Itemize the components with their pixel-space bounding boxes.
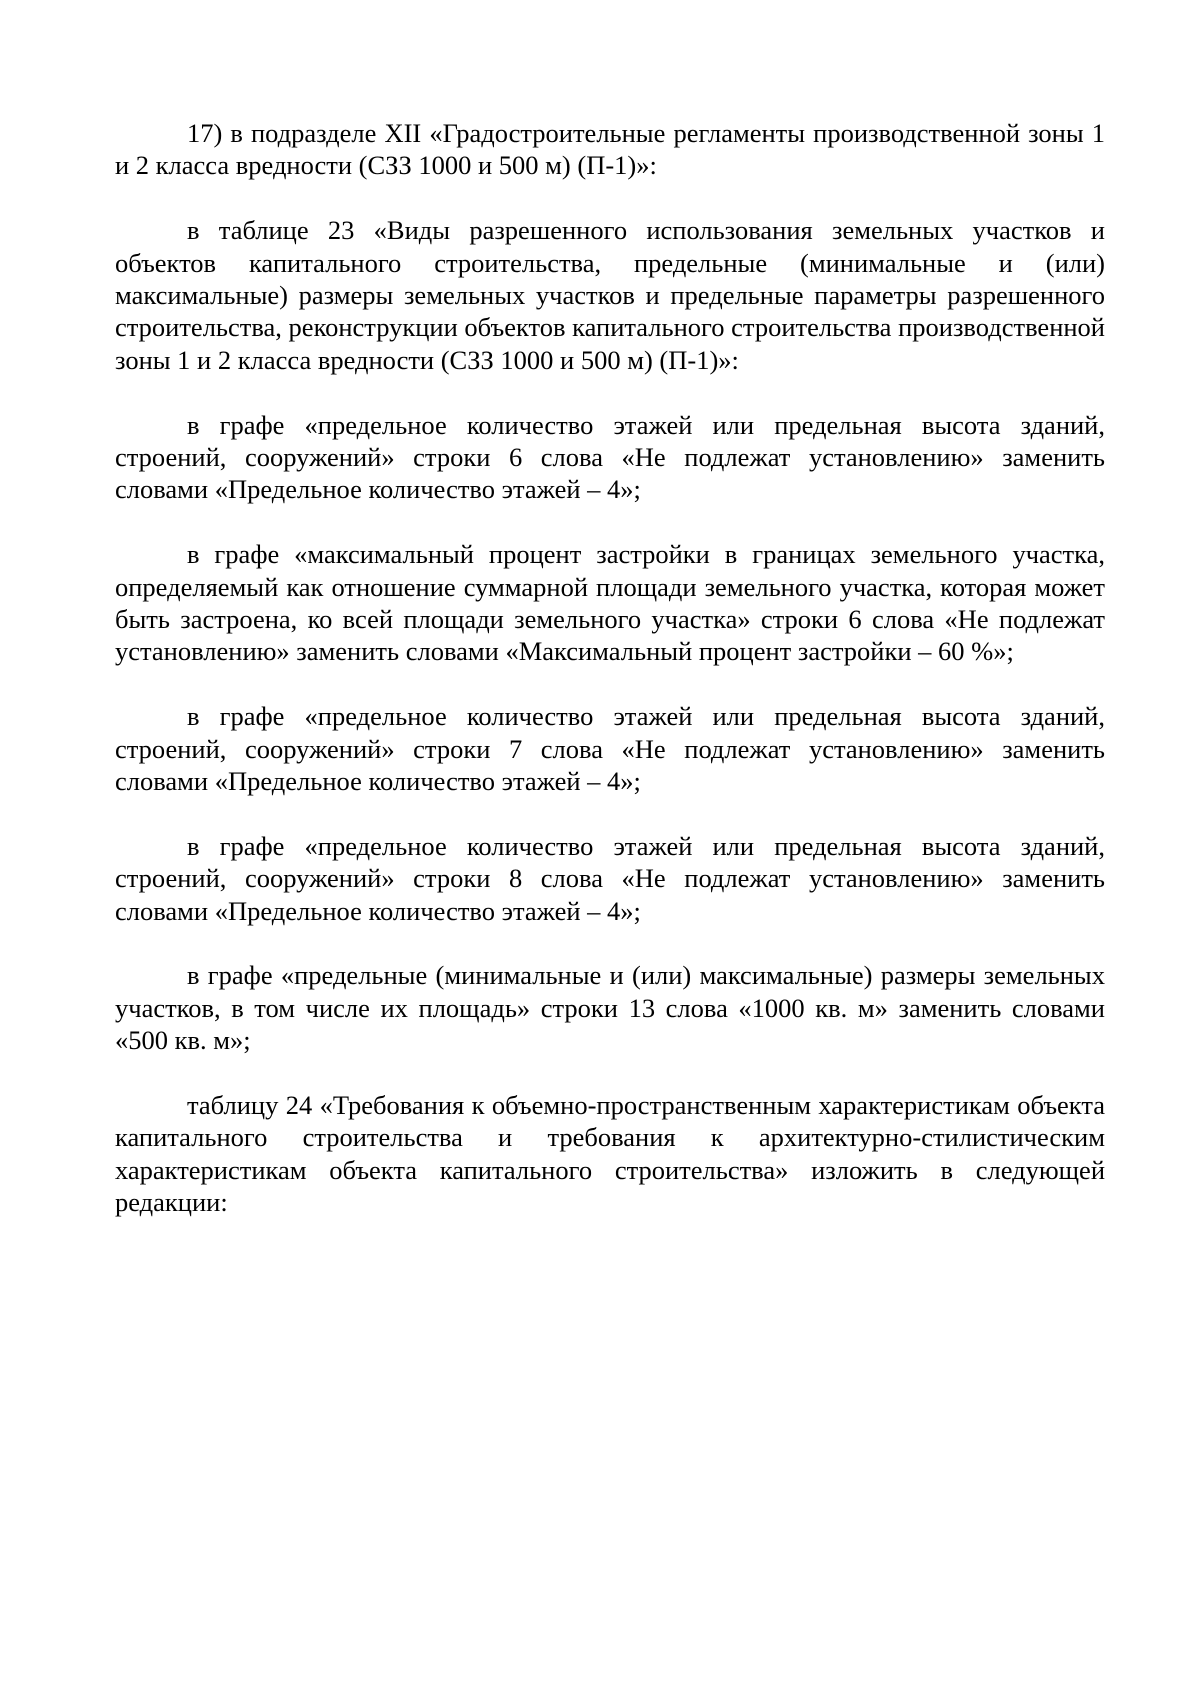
paragraph-row-8-floors: в графе «предельное количество этажей или предельная высота зданий, строений, сооружений» строки 8 слова «Не подлежат установлению» заменить словами «Предельное количество этажей – 4»;: [115, 830, 1105, 926]
paragraph-table-23: в таблице 23 «Виды разрешенного использования земельных участков и объектов капитального строительства, предельные (минимальные и (или) максимальные) размеры земельных участков и предельные параметры разрешенного строительства, реконструкции объектов капитального строительства производственной зоны 1 и 2 класса вредности (СЗЗ 1000 и 500 м) (П-1)»:: [115, 215, 1105, 375]
paragraph-table-24: таблицу 24 «Требования к объемно-пространственным характеристикам объекта капитального строительства и требования к архитектурно-стилистическим характеристикам объекта капитального строительства» изложить в следующей редакции:: [115, 1090, 1105, 1218]
document-body: [115, 117, 1105, 1219]
paragraph-row-6-floors: в графе «предельное количество этажей или предельная высота зданий, строений, сооружений» строки 6 слова «Не подлежат установлению» заменить словами «Предельное количество этажей – 4»;: [115, 409, 1105, 505]
paragraph-row-7-floors: в графе «предельное количество этажей или предельная высота зданий, строений, сооружений» строки 7 слова «Не подлежат установлению» заменить словами «Предельное количество этажей – 4»;: [115, 701, 1105, 797]
paragraph-row-6-coverage: в графе «максимальный процент застройки в границах земельного участка, определяемый как отношение суммарной площади земельного участка, которая может быть застроена, ко всей площади земельного участка» строки 6 слова «Не подлежат установлению» заменить словами «Максимальный процент застройки – 60 %»;: [115, 539, 1105, 667]
paragraph-row-13-plot-size: в графе «предельные (минимальные и (или) максимальные) размеры земельных участков, в том числе их площадь» строки 13 слова «1000 кв. м» заменить словами «500 кв. м»;: [115, 960, 1105, 1056]
paragraph-item-17-intro: 17) в подразделе XII «Градостроительные регламенты производственной зоны 1 и 2 класса вредности (СЗЗ 1000 и 500 м) (П-1)»:: [115, 118, 1105, 181]
